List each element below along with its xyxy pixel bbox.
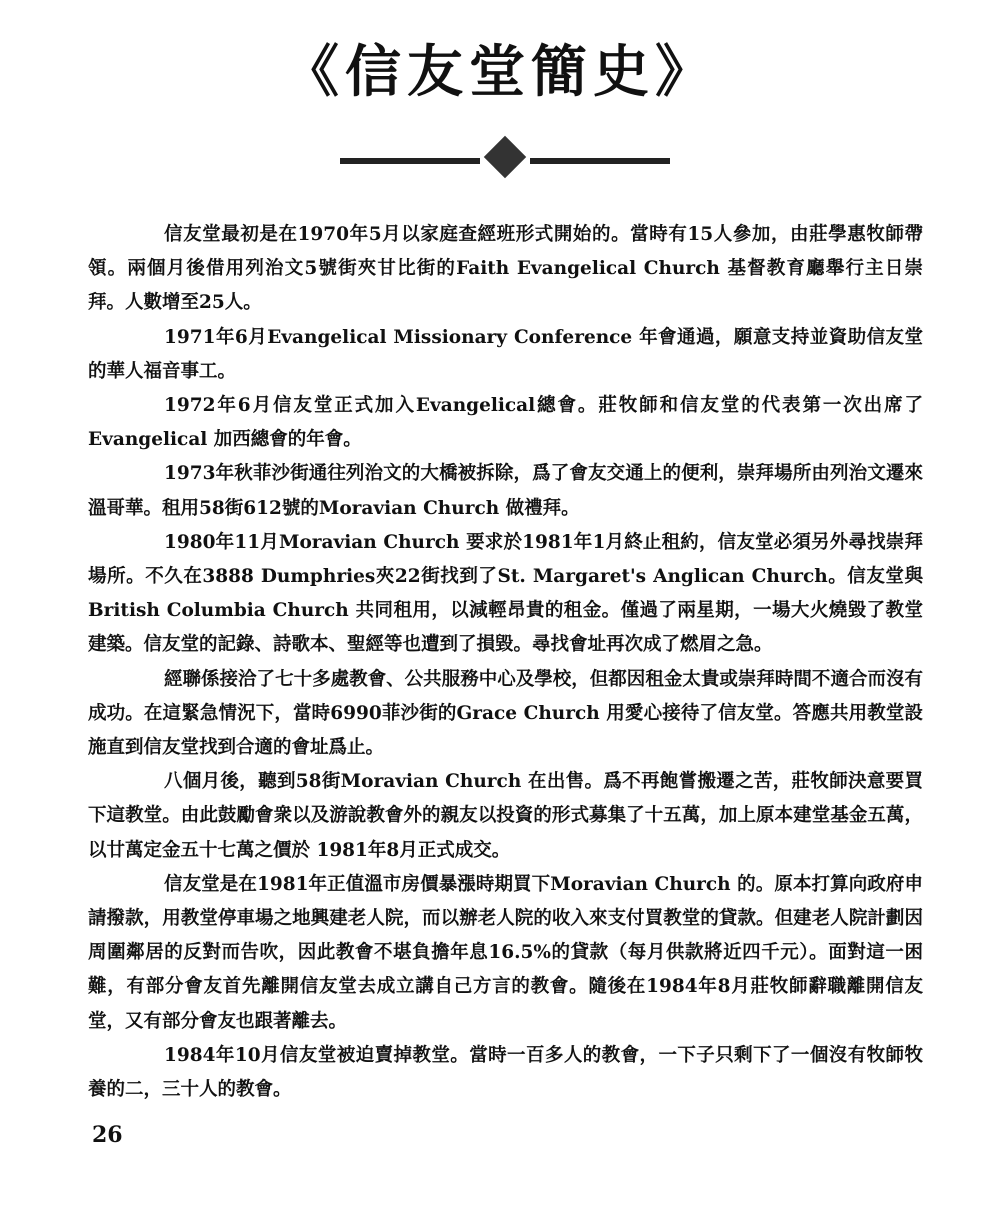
paragraph-8: 信友堂是在1981年正值溫市房價暴漲時期買下Moravian Church 的。原本打算向政府申請撥款，用教堂停車場之地興建老人院，而以辦老人院的收入來支付買教堂的貸款。但建老人院計劃因周圍鄰居的反對而告吹，因此教會不堪負擔年息16.5%的貸款（每月供款將近四千元）。面對這一困難，有部分會友首先離開信友堂去成立講自己方言的教會。隨後在1984年8月莊牧師辭職離開信友堂，又有部分會友也跟著離去。 [88, 873, 923, 1032]
diamond-icon [484, 136, 526, 178]
paragraph-2: 1971年6月Evangelical Missionary Conference 年會通過，願意支持並資助信友堂的華人福音事工。 [88, 326, 923, 382]
page-number: 26 [92, 1122, 123, 1148]
paragraph-4: 1973年秋菲沙街通往列治文的大橋被拆除，爲了會友交通上的便利，崇拜場所由列治文遷來溫哥華。租用58街612號的Moravian Church 做禮拜。 [88, 463, 923, 519]
paragraph-7: 八個月後，聽到58街Moravian Church 在出售。爲不再飽嘗搬遷之苦，莊牧師決意要買下這教堂。由此鼓勵會衆以及游說教會外的親友以投資的形式募集了十五萬，加上原本建堂基金五萬，以廿萬定金五十七萬之價於 1981年8月正式成交。 [88, 771, 923, 861]
paragraph-1: 信友堂最初是在1970年5月以家庭查經班形式開始的。當時有15人參加，由莊學惠牧師帶領。兩個月後借用列治文5號街夾甘比街的Faith Evangelical Church 基督教育廳舉行主日崇拜。人數增至25人。 [88, 224, 923, 314]
divider-line-right [530, 158, 670, 164]
page-title: 《信友堂簡史》 [283, 39, 717, 105]
paragraph-6: 經聯係接洽了七十多處教會、公共服務中心及學校，但都因租金太貴或崇拜時間不適合而沒有成功。在這緊急情況下，當時6990菲沙街的Grace Church 用愛心接待了信友堂。答應共用教堂設施直到信友堂找到合適的會址爲止。 [88, 668, 923, 759]
divider-line-left [340, 158, 480, 164]
paragraph-3: 1972年6月信友堂正式加入Evangelical總會。莊牧師和信友堂的代表第一次出席了Evangelical 加西總會的年會。 [88, 395, 923, 451]
paragraph-5: 1980年11月Moravian Church 要求於1981年1月終止租約，信友堂必須另外尋找崇拜場所。不久在3888 Dumphries夾22街找到了St. Margaret's Anglican Church。信友堂與British Columbia Church 共同租用，以減輕昂貴的租金。僅過了兩星期，一場大火燒毀了教堂建築。信友堂的記錄、詩歌本、聖經等也遭到了損毀。尋找會址再次成了燃眉之急。 [88, 531, 923, 656]
divider-ornament-icon [340, 140, 670, 184]
article-body [88, 218, 923, 1107]
paragraph-9: 1984年10月信友堂被迫賣掉教堂。當時一百多人的教會，一下子只剩下了一個沒有牧師牧養的二，三十人的教會。 [88, 1044, 923, 1101]
